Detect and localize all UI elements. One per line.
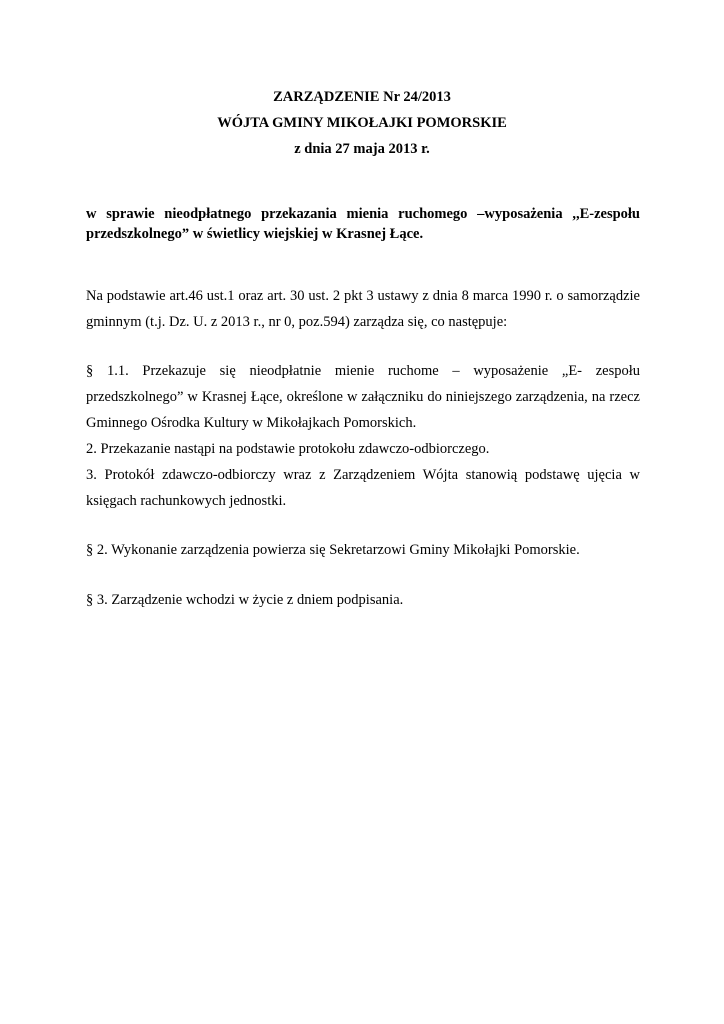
section-3-text: § 3. Zarządzenie wchodzi w życie z dniem podpisania. [86, 592, 404, 608]
ordinance-subject: w sprawie nieodpłatnego przekazania mienia ruchomego –wyposażenia ,,E-zespołu przedszkolnego” w świetlicy wiejskiej w Krasnej Łące. [86, 206, 640, 242]
section-1 [86, 358, 640, 514]
section-1-paragraph-2: 2. Przekazanie nastąpi na podstawie protokołu zdawczo-odbiorczego. [86, 441, 490, 457]
section-3 [86, 587, 640, 613]
issuing-authority: WÓJTA GMINY MIKOŁAJKI POMORSKIE [217, 115, 507, 131]
ordinance-number: ZARZĄDZENIE Nr 24/2013 [273, 89, 451, 105]
section-2 [86, 537, 640, 563]
section-1-paragraph-1: § 1.1. Przekazuje się nieodpłatnie mienie ruchome – wyposażenie „E- zespołu przedszkolnego” w Krasnej Łące, określone w załączniku do niniejszego zarządzenia, na rzecz Gminnego Ośrodka Kultury w Mikołajkach Pomorskich. [86, 363, 640, 431]
legal-basis [86, 283, 640, 335]
document-header [0, 84, 724, 162]
section-2-text: § 2. Wykonanie zarządzenia powierza się Sekretarzowi Gminy Mikołajki Pomorskie. [86, 542, 580, 558]
section-1-paragraph-3: 3. Protokół zdawczo-odbiorczy wraz z Zarządzeniem Wójta stanowią podstawę ujęcia w księgach rachunkowych jednostki. [86, 467, 640, 509]
legal-basis-text: Na podstawie art.46 ust.1 oraz art. 30 ust. 2 pkt 3 ustawy z dnia 8 marca 1990 r. o samorządzie gminnym (t.j. Dz. U. z 2013 r., nr 0, poz.594) zarządza się, co następuje: [86, 288, 640, 330]
ordinance-date: z dnia 27 maja 2013 r. [294, 141, 430, 157]
